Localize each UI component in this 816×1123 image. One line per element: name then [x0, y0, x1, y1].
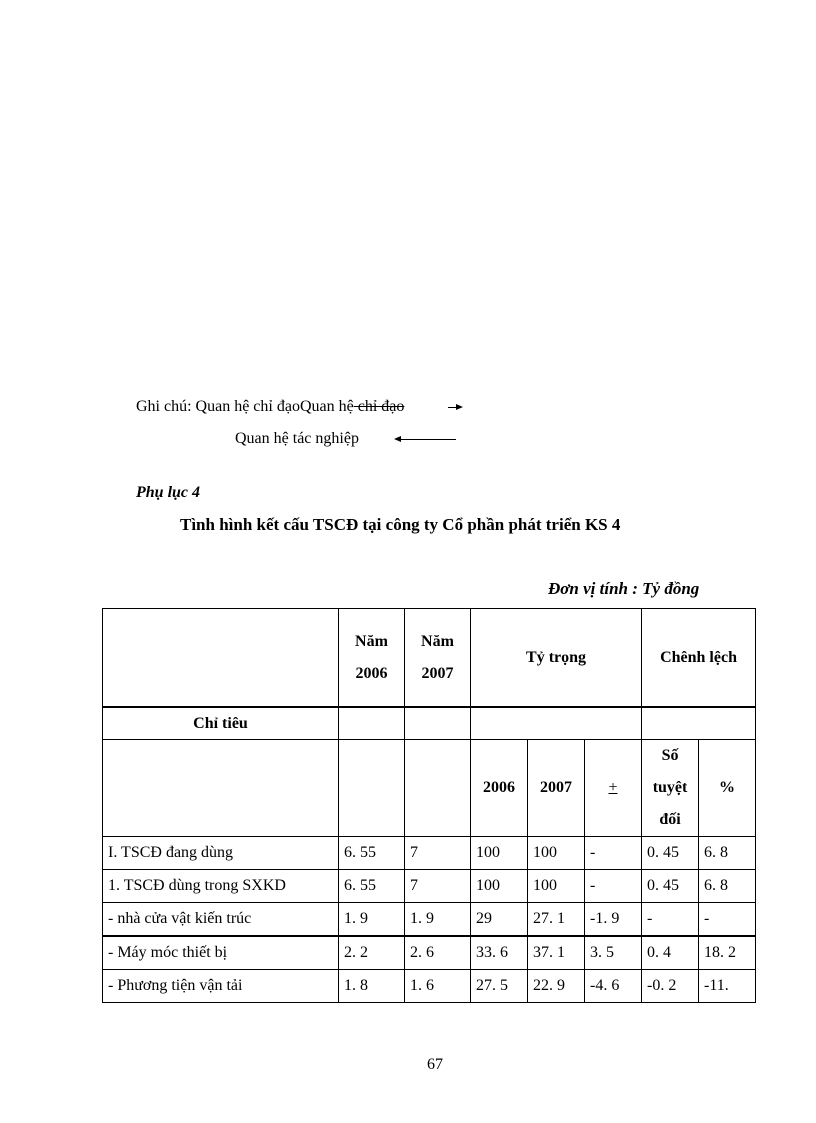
cell-ty-trong-2007: 22. 9 — [528, 970, 585, 1003]
cell-ty-trong-2006: 27. 5 — [471, 970, 528, 1003]
legend-note-line1 — [136, 398, 404, 416]
header-blank — [471, 707, 642, 740]
operational-arrow-line — [400, 439, 456, 440]
cell-ty-trong-2007: 100 — [528, 837, 585, 870]
header-row-2 — [103, 707, 756, 740]
row-label: I. TSCĐ đang dùng — [103, 837, 339, 870]
header-nam-2007 — [405, 609, 471, 708]
cell-ty-trong-diff: 3. 5 — [585, 936, 642, 970]
row-label: - nhà cửa vật kiến trúc — [103, 903, 339, 937]
cell-nam-2006: 1. 9 — [339, 903, 405, 937]
table-row — [103, 936, 756, 970]
row-label: - Máy móc thiết bị — [103, 936, 339, 970]
header-empty-cell — [103, 609, 339, 708]
cell-ty-trong-2006: 33. 6 — [471, 936, 528, 970]
header-blank — [339, 707, 405, 740]
cell-nam-2007: 1. 6 — [405, 970, 471, 1003]
page-title: Tình hình kết cấu TSCĐ tại công ty Cổ phần phát triển KS 4 — [180, 515, 621, 534]
sub-header-doi: đối — [659, 811, 681, 828]
cell-nam-2006: 2. 2 — [339, 936, 405, 970]
sub-header-percent: % — [699, 740, 756, 837]
cell-percent: - — [699, 903, 756, 937]
page-number: 67 — [427, 1056, 443, 1073]
appendix-label: Phụ lục 4 — [136, 484, 201, 501]
sub-header-so-tuyet-doi — [642, 740, 699, 837]
header-blank — [103, 740, 339, 837]
cell-percent: -11. — [699, 970, 756, 1003]
header-row-3 — [103, 740, 756, 837]
header-nam-2007-year: 2007 — [421, 664, 454, 682]
cell-ty-trong-2007: 27. 1 — [528, 903, 585, 937]
cell-so-tuyet-doi: 0. 45 — [642, 870, 699, 903]
row-label: 1. TSCĐ dùng trong SXKD — [103, 870, 339, 903]
header-blank — [642, 707, 756, 740]
cell-so-tuyet-doi: - — [642, 903, 699, 937]
cell-ty-trong-2007: 100 — [528, 870, 585, 903]
table-row — [103, 837, 756, 870]
table-row — [103, 970, 756, 1003]
header-nam-2006-word: Năm — [355, 632, 388, 650]
header-chenh-lech: Chênh lệch — [642, 609, 756, 708]
cell-nam-2006: 6. 55 — [339, 837, 405, 870]
legend-label: Ghi chú: Quan hệ chỉ đạoQuan hệ — [136, 398, 354, 415]
header-row-1 — [103, 609, 756, 708]
cell-ty-trong-2006: 100 — [471, 870, 528, 903]
cell-percent: 6. 8 — [699, 870, 756, 903]
legend-note-line2: Quan hệ tác nghiệp — [235, 430, 359, 447]
sub-header-2007: 2007 — [528, 740, 585, 837]
fixed-assets-table — [102, 608, 756, 1003]
sub-header-tuyet: tuyệt — [652, 779, 688, 796]
row-label: - Phương tiện vận tải — [103, 970, 339, 1003]
unit-label: Đơn vị tính : Tỷ đồng — [548, 579, 700, 598]
cell-nam-2007: 7 — [405, 837, 471, 870]
table-row — [103, 870, 756, 903]
header-ty-trong: Tỷ trọng — [471, 609, 642, 708]
cell-ty-trong-2006: 100 — [471, 837, 528, 870]
cell-ty-trong-diff: - — [585, 837, 642, 870]
cell-ty-trong-diff: - — [585, 870, 642, 903]
sub-header-2006: 2006 — [471, 740, 528, 837]
header-nam-2006-year: 2006 — [355, 664, 388, 682]
cell-nam-2007: 7 — [405, 870, 471, 903]
cell-percent: 6. 8 — [699, 837, 756, 870]
cell-ty-trong-diff: -4. 6 — [585, 970, 642, 1003]
cell-so-tuyet-doi: -0. 2 — [642, 970, 699, 1003]
header-nam-2007-word: Năm — [421, 632, 454, 650]
header-chi-tieu: Chỉ tiêu — [103, 707, 339, 740]
plus-minus-symbol: + — [608, 779, 618, 796]
header-blank — [339, 740, 405, 837]
cell-ty-trong-2007: 37. 1 — [528, 936, 585, 970]
cell-nam-2007: 2. 6 — [405, 936, 471, 970]
cell-ty-trong-2006: 29 — [471, 903, 528, 937]
cell-so-tuyet-doi: 0. 45 — [642, 837, 699, 870]
legend-struck-text: chỉ đạo — [353, 398, 405, 415]
cell-nam-2006: 1. 8 — [339, 970, 405, 1003]
table-row — [103, 903, 756, 937]
sub-header-plus-minus — [585, 740, 642, 837]
cell-so-tuyet-doi: 0. 4 — [642, 936, 699, 970]
header-nam-2006 — [339, 609, 405, 708]
sub-header-so: Số — [661, 747, 679, 764]
right-arrow-icon — [456, 404, 463, 410]
cell-ty-trong-diff: -1. 9 — [585, 903, 642, 937]
header-blank — [405, 740, 471, 837]
header-blank — [405, 707, 471, 740]
cell-nam-2007: 1. 9 — [405, 903, 471, 937]
cell-percent: 18. 2 — [699, 936, 756, 970]
cell-nam-2006: 6. 55 — [339, 870, 405, 903]
